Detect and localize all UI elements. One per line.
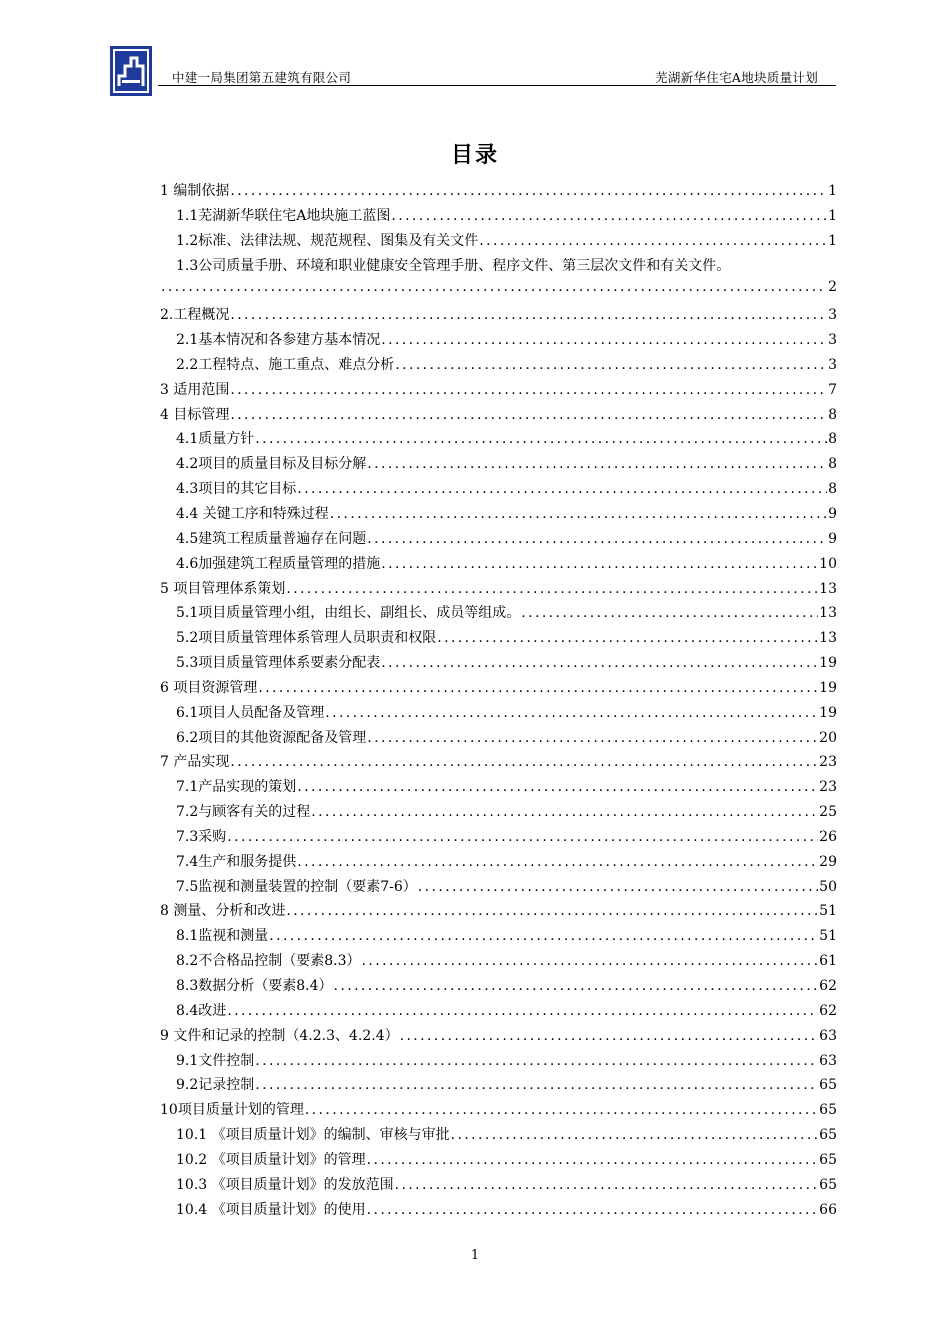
toc-entry-page: 1 xyxy=(828,207,837,224)
toc-leader-dots xyxy=(451,1127,819,1143)
header-divider xyxy=(158,85,836,86)
toc-entry-label: 8 测量、分析和改进 xyxy=(160,903,286,920)
toc-entry-label: 8.3数据分析（要素8.4） xyxy=(176,978,333,994)
toc-entry-page: 65 xyxy=(819,1102,837,1119)
toc-entry-label: 4.2项目的质量目标及目标分解 xyxy=(176,456,367,473)
toc-leader-dots xyxy=(227,829,818,845)
toc-entry-page: 9 xyxy=(828,505,837,522)
toc-entry-label: 6.1项目人员配备及管理 xyxy=(176,704,325,721)
toc-leader-dots xyxy=(437,630,818,646)
toc-entry[interactable] xyxy=(160,598,837,623)
toc-entry-page: 13 xyxy=(819,580,837,597)
toc-leader-dots xyxy=(381,556,818,572)
toc-leader-dots xyxy=(479,233,827,249)
toc-leader-dots xyxy=(367,1202,819,1218)
toc-leader-dots xyxy=(255,1077,818,1093)
toc-entry-page: 8 xyxy=(828,431,837,448)
toc-entry-page: 8 xyxy=(828,481,837,498)
toc-entry-label: 2.工程概况 xyxy=(160,307,230,324)
toc-entry[interactable] xyxy=(160,300,837,325)
toc-entry[interactable] xyxy=(160,1046,837,1071)
toc-leader-dots xyxy=(230,382,827,398)
toc-entry-page: 13 xyxy=(819,605,837,622)
header-project-name: 芜湖新华住宅A地块质量计划 xyxy=(655,70,818,85)
toc-entry-label: 1.3公司质量手册、环境和职业健康安全管理手册、程序文件、第三层次文件和有关文件。 xyxy=(176,257,731,274)
toc-entry[interactable] xyxy=(160,1145,837,1170)
toc-entry[interactable] xyxy=(160,325,837,350)
toc-entry-label: 1.2标准、法律法规、规范规程、图集及有关文件 xyxy=(176,232,479,249)
toc-entry-label: 2.2工程特点、施工重点、难点分析 xyxy=(176,356,395,373)
toc-entry-page: 63 xyxy=(819,1027,837,1044)
toc-entry-page: 10 xyxy=(819,555,837,572)
toc-entry-label: 10.3 《项目质量计划》的发放范围 xyxy=(176,1176,394,1193)
toc-entry[interactable] xyxy=(160,772,837,797)
toc-entry-label: 4.1质量方针 xyxy=(176,431,255,448)
toc-entry-page: 26 xyxy=(819,828,837,845)
toc-entry[interactable] xyxy=(160,822,837,847)
toc-entry[interactable] xyxy=(160,449,837,474)
toc-entry-page: 3 xyxy=(828,332,837,349)
toc-entry-label: 6.2项目的其他资源配备及管理 xyxy=(176,729,367,746)
toc-entry-label: 4.6加强建筑工程质量管理的措施 xyxy=(176,555,381,572)
toc-entry-label: 8.1监视和测量 xyxy=(176,928,269,945)
toc-leader-dots xyxy=(381,655,818,671)
toc-leader-dots xyxy=(161,279,827,295)
header-company-name: 中建一局集团第五建筑有限公司 xyxy=(172,70,352,85)
toc-entry[interactable] xyxy=(160,723,837,748)
toc-entry[interactable] xyxy=(160,946,837,971)
toc-entry-page: 13 xyxy=(819,630,837,647)
toc-entry-label: 10.1 《项目质量计划》的编制、审核与审批 xyxy=(176,1127,450,1144)
page-number: 1 xyxy=(470,1248,480,1263)
toc-entry[interactable] xyxy=(160,673,837,698)
toc-entry-page: 23 xyxy=(819,779,837,796)
toc-entry[interactable] xyxy=(160,524,837,549)
toc-entry-page: 62 xyxy=(819,978,837,994)
toc-entry-label: 6 项目资源管理 xyxy=(160,679,258,696)
toc-entry[interactable] xyxy=(160,275,837,300)
toc-entry-label: 8.4改进 xyxy=(176,1002,227,1019)
toc-entry[interactable] xyxy=(160,996,837,1021)
toc-leader-dots xyxy=(362,953,819,969)
toc-entry-label: 4.5建筑工程质量普遍存在问题 xyxy=(176,530,367,547)
toc-entry[interactable] xyxy=(160,549,837,574)
toc-entry[interactable] xyxy=(160,1170,837,1195)
toc-entry-label: 4.3项目的其它目标 xyxy=(176,481,297,498)
toc-entry-page: 61 xyxy=(819,953,837,970)
toc-entry-label: 8.2不合格品控制（要素8.3） xyxy=(176,953,361,970)
toc-entry-page: 8 xyxy=(828,406,837,423)
toc-entry-page: 65 xyxy=(819,1151,837,1168)
toc-leader-dots xyxy=(311,804,818,820)
toc-entry[interactable] xyxy=(160,499,837,524)
toc-entry-page: 51 xyxy=(819,928,837,945)
toc-entry-page: 62 xyxy=(819,1002,837,1019)
toc-entry[interactable] xyxy=(160,872,837,897)
toc-entry-label: 9.1文件控制 xyxy=(176,1052,255,1069)
toc-entry-label: 1 编制依据 xyxy=(160,183,230,199)
toc-leader-dots xyxy=(269,928,818,944)
toc-leader-dots xyxy=(330,506,827,522)
toc-entry[interactable] xyxy=(160,698,837,723)
toc-entry-page: 50 xyxy=(819,878,837,895)
toc-entry[interactable] xyxy=(160,251,837,276)
toc-entry-page: 65 xyxy=(819,1077,837,1094)
toc-entry-page: 66 xyxy=(819,1201,837,1218)
toc-leader-dots xyxy=(325,705,818,721)
toc-entry-label: 7.2与顾客有关的过程 xyxy=(176,804,311,821)
toc-entry-page: 9 xyxy=(828,530,837,547)
toc-leader-dots xyxy=(297,854,818,870)
toc-entry-page: 19 xyxy=(819,679,837,696)
toc-entry[interactable] xyxy=(160,375,837,400)
toc-entry-label: 7 产品实现 xyxy=(160,754,230,771)
toc-entry-page: 1 xyxy=(828,232,837,249)
company-logo xyxy=(110,46,152,96)
toc-entry[interactable] xyxy=(160,797,837,822)
toc-entry[interactable] xyxy=(160,574,837,599)
toc-entry[interactable] xyxy=(160,1021,837,1046)
toc-leader-dots xyxy=(521,605,818,621)
toc-entry-page: 19 xyxy=(819,655,837,672)
toc-entry-page: 20 xyxy=(819,729,837,746)
toc-entry-label: 10.4 《项目质量计划》的使用 xyxy=(176,1201,366,1218)
toc-leader-dots xyxy=(367,456,827,472)
toc-entry[interactable] xyxy=(160,1120,837,1145)
toc-leader-dots xyxy=(286,581,818,597)
toc-leader-dots xyxy=(305,1102,818,1118)
toc-entry[interactable] xyxy=(160,847,837,872)
toc-entry-label: 5.1项目质量管理小组，由组长、副组长、成员等组成。 xyxy=(176,605,521,622)
toc-leader-dots xyxy=(391,208,827,224)
toc-entry[interactable] xyxy=(160,350,837,375)
toc-entry[interactable] xyxy=(160,400,837,425)
toc-leader-dots xyxy=(286,903,818,919)
toc-entry-page: 8 xyxy=(828,456,837,473)
toc-entry-page: 51 xyxy=(819,903,837,920)
toc-entry-page: 2 xyxy=(828,279,837,296)
toc-entry-page: 3 xyxy=(828,307,837,324)
toc-entry-page: 3 xyxy=(828,356,837,373)
toc-leader-dots xyxy=(297,481,827,497)
toc-leader-dots xyxy=(381,332,827,348)
toc-entry[interactable] xyxy=(160,474,837,499)
toc-leader-dots xyxy=(418,879,818,895)
toc-entry-page: 1 xyxy=(828,183,837,199)
toc-leader-dots xyxy=(255,1053,818,1069)
toc-leader-dots xyxy=(255,431,827,447)
toc-entry-label: 5.2项目质量管理体系管理人员职责和权限 xyxy=(176,630,437,647)
toc-leader-dots xyxy=(334,978,819,994)
table-of-contents xyxy=(160,176,837,1219)
toc-leader-dots xyxy=(258,680,818,696)
toc-leader-dots xyxy=(297,779,818,795)
toc-leader-dots xyxy=(227,1003,818,1019)
toc-entry-label: 9 文件和记录的控制（4.2.3、4.2.4） xyxy=(160,1027,399,1044)
toc-entry-label: 4.4 关键工序和特殊过程 xyxy=(176,505,329,522)
toc-leader-dots xyxy=(367,1152,819,1168)
toc-entry-page: 25 xyxy=(819,804,837,821)
toc-entry[interactable] xyxy=(160,747,837,772)
toc-leader-dots xyxy=(367,730,818,746)
toc-entry-page: 7 xyxy=(828,381,837,398)
toc-entry[interactable] xyxy=(160,921,837,946)
toc-entry-label: 5.3项目质量管理体系要素分配表 xyxy=(176,655,381,672)
toc-entry-page: 23 xyxy=(819,754,837,771)
toc-leader-dots xyxy=(230,754,818,770)
toc-leader-dots xyxy=(230,183,827,199)
toc-entry-page: 63 xyxy=(819,1052,837,1069)
toc-entry-label: 9.2记录控制 xyxy=(176,1077,255,1094)
toc-entry[interactable] xyxy=(160,226,837,251)
toc-entry[interactable] xyxy=(160,201,837,226)
page-title: 目录 xyxy=(450,143,499,168)
toc-entry-label: 5 项目管理体系策划 xyxy=(160,580,286,597)
toc-entry-label: 10.2 《项目质量计划》的管理 xyxy=(176,1151,366,1168)
toc-entry-page: 65 xyxy=(819,1176,837,1193)
toc-entry-label: 1.1芜湖新华联住宅A地块施工蓝图 xyxy=(176,207,391,224)
toc-entry[interactable] xyxy=(160,971,837,996)
toc-leader-dots xyxy=(230,307,827,323)
toc-entry-page: 29 xyxy=(819,853,837,870)
toc-leader-dots xyxy=(230,407,827,423)
toc-entry[interactable] xyxy=(160,623,837,648)
toc-entry[interactable] xyxy=(160,424,837,449)
toc-leader-dots xyxy=(395,357,827,373)
toc-leader-dots xyxy=(400,1028,819,1044)
toc-entry-label: 7.1产品实现的策划 xyxy=(176,779,297,796)
toc-entry-page: 19 xyxy=(819,704,837,721)
toc-leader-dots xyxy=(367,531,827,547)
toc-entry-label: 3 适用范围 xyxy=(160,381,230,398)
toc-entry[interactable] xyxy=(160,1070,837,1095)
toc-entry-label: 7.5监视和测量装置的控制（要素7-6） xyxy=(176,878,417,895)
toc-entry-label: 2.1基本情况和各参建方基本情况 xyxy=(176,332,381,349)
toc-entry[interactable] xyxy=(160,648,837,673)
toc-entry-label: 7.4生产和服务提供 xyxy=(176,853,297,870)
toc-entry-page: 65 xyxy=(819,1127,837,1144)
toc-entry-label: 4 目标管理 xyxy=(160,406,230,423)
toc-entry[interactable] xyxy=(160,1195,837,1220)
toc-entry-label: 7.3采购 xyxy=(176,828,227,845)
toc-entry[interactable] xyxy=(160,176,837,201)
toc-entry[interactable] xyxy=(160,1095,837,1120)
toc-entry[interactable] xyxy=(160,896,837,921)
toc-leader-dots xyxy=(395,1177,819,1193)
toc-entry-label: 10项目质量计划的管理 xyxy=(160,1102,304,1119)
